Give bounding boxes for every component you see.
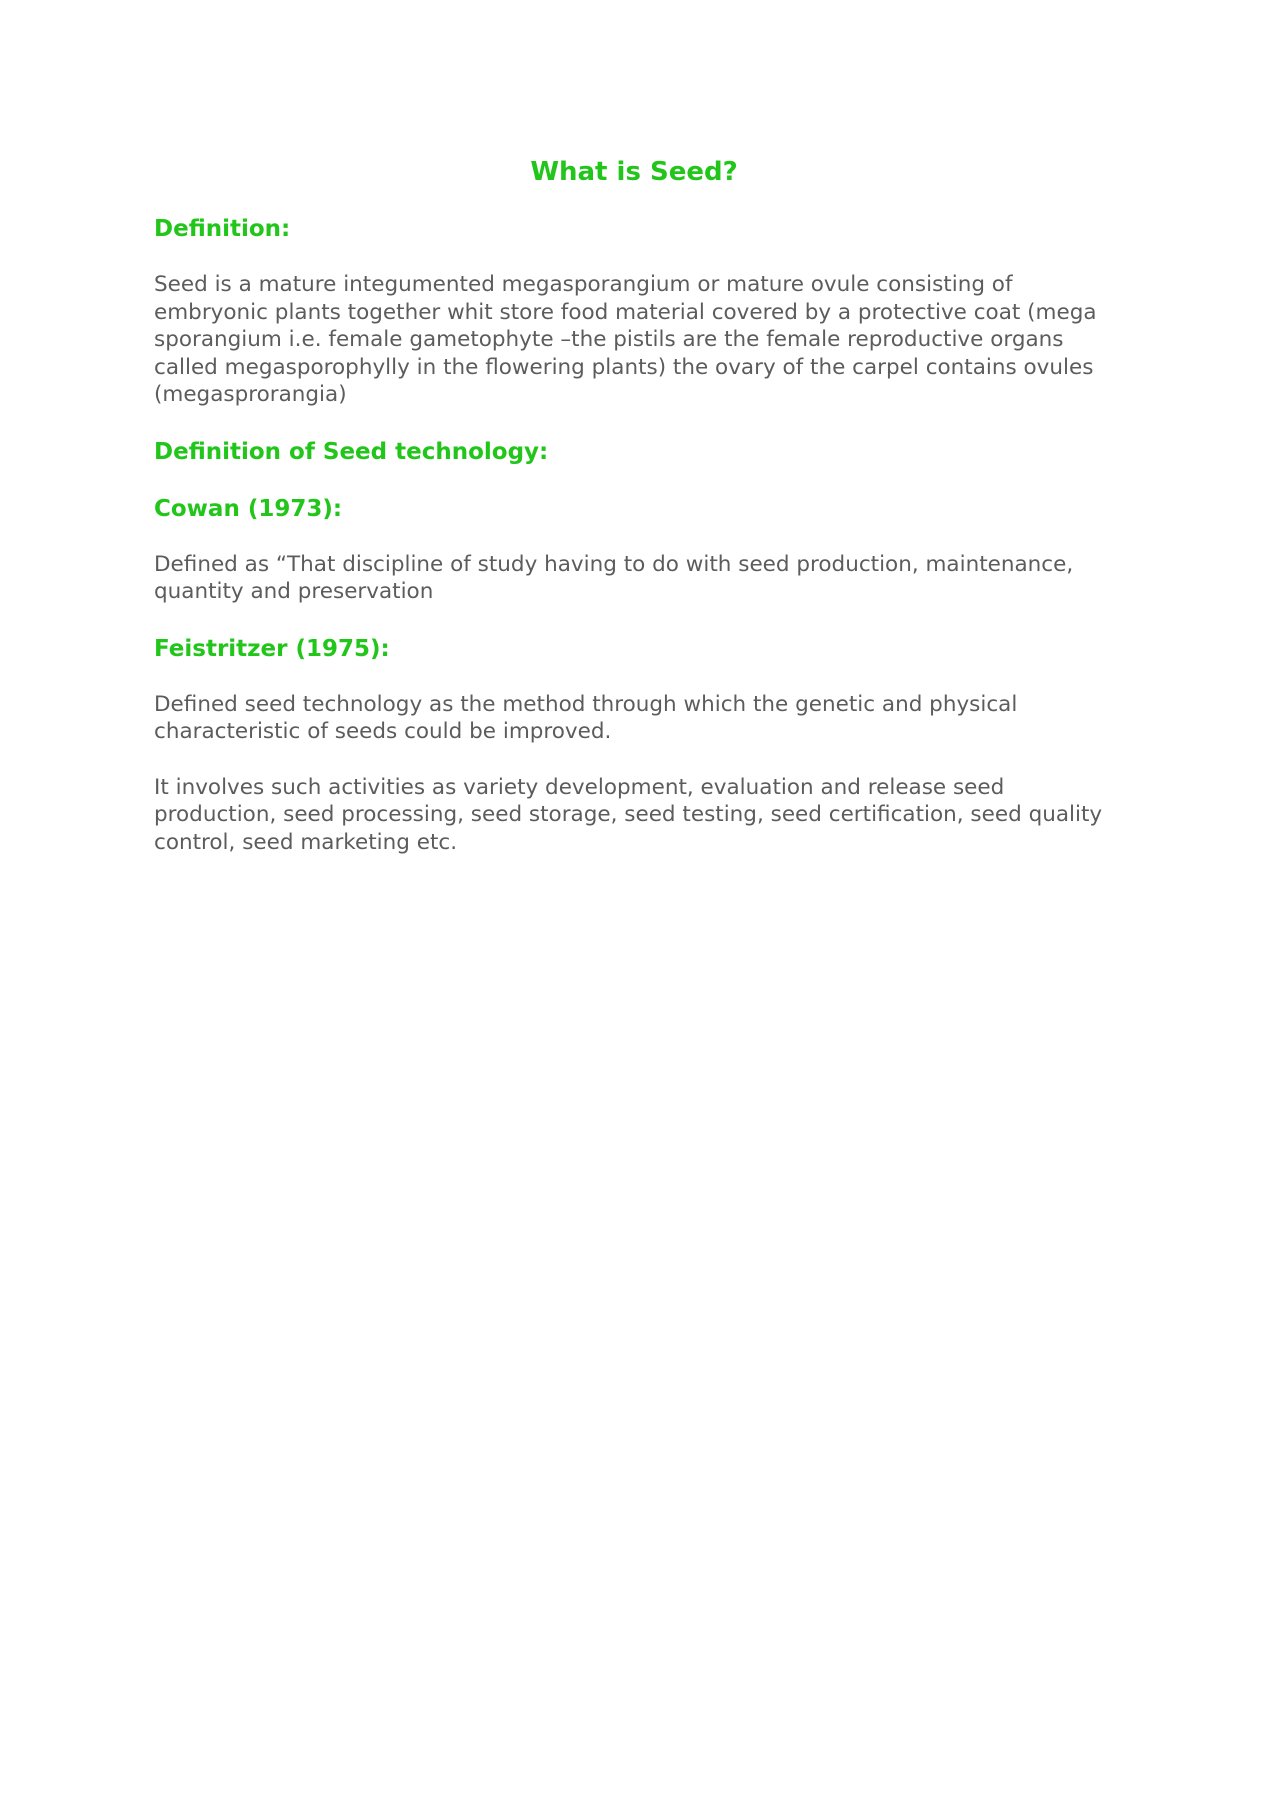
cowan-paragraph: Defined as “That discipline of study having to do with seed production, maintenance, quantity and preservation bbox=[154, 551, 1074, 604]
section-heading-definition: Definition: bbox=[154, 216, 291, 242]
definition-paragraph: Seed is a mature integumented megasporangium or mature ovule consisting of embryonic plants together whit store food material covered by a protective coat (mega sporangium i.e. female gametophyte –the pistils are the female reproductive organs called megasporophylly in the flowering plants) the ovary of the carpel contains ovules (megasprorangia) bbox=[154, 272, 1097, 407]
section-heading-seed-technology: Definition of Seed technology: bbox=[154, 438, 549, 465]
feistritzer-paragraph: Defined seed technology as the method through which the genetic and physical characteristic of seeds could be improved. bbox=[154, 691, 1018, 744]
page-title: What is Seed? bbox=[530, 157, 738, 187]
activities-paragraph: It involves such activities as variety development, evaluation and release seed production, seed processing, seed storage, seed testing, seed certification, seed quality control, seed marketing etc. bbox=[154, 774, 1103, 855]
document-body bbox=[154, 155, 1114, 856]
section-heading-feistritzer: Feistritzer (1975): bbox=[154, 635, 390, 662]
section-heading-cowan: Cowan (1973): bbox=[154, 495, 343, 522]
